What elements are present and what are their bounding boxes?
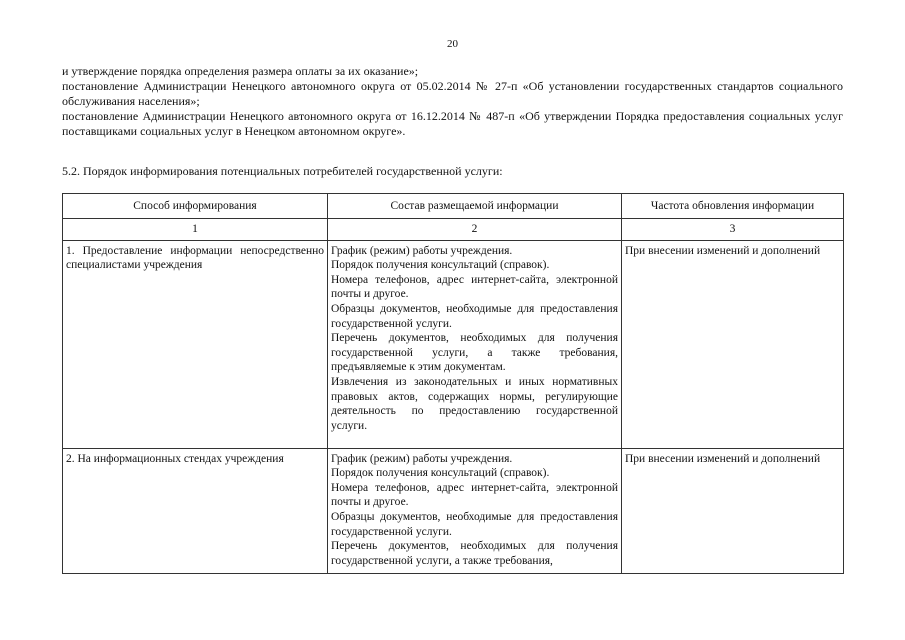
frequency-cell: При внесении изменений и дополнений: [622, 448, 844, 573]
content-item: Номера телефонов, адрес интернет-сайта, электронной почты и другое.: [331, 481, 618, 509]
content-item: График (режим) работы учреждения.: [331, 452, 513, 465]
content-cell: [328, 240, 622, 448]
method-cell: 2. На информационных стендах учреждения: [63, 448, 328, 573]
table-row: [63, 240, 844, 448]
content-item: Порядок получения консультаций (справок).: [331, 259, 550, 272]
column-number-row: [63, 219, 844, 241]
method-cell: 1. Предоставление информации непосредственно специалистами учреждения: [63, 240, 328, 448]
content-cell: [328, 448, 622, 573]
table-row: [63, 448, 844, 573]
frequency-cell: При внесении изменений и дополнений: [622, 240, 844, 448]
column-number: 2: [328, 219, 622, 241]
table-header-row: [63, 194, 844, 219]
header-frequency: Частота обновления информации: [622, 194, 844, 219]
content-item: Образцы документов, необходимые для предоставления государственной услуги.: [331, 510, 618, 538]
header-content: Состав размещаемой информации: [328, 194, 622, 219]
content-item: Перечень документов, необходимых для получения государственной услуги, а также требования,: [331, 540, 618, 567]
intro-line: и утверждение порядка определения размера оплаты за их оказание»;: [62, 64, 419, 78]
content-item: Извлечения из законодательных и иных нормативных правовых актов, содержащих нормы, регулирующие деятельность по предоставлению государственной услуги.: [331, 375, 618, 432]
information-table: [62, 193, 844, 574]
section-heading: 5.2. Порядок информирования потенциальных потребителей государственной услуги:: [62, 164, 503, 178]
page-number: 20: [447, 38, 458, 50]
content-item: Перечень документов, необходимых для получения государственной услуги, а также требования, предъявляемые к этим документам.: [331, 332, 618, 374]
content-item: График (режим) работы учреждения.: [331, 244, 513, 257]
column-number: 3: [622, 219, 844, 241]
intro-line: постановление Администрации Ненецкого автономного округа от 05.02.2014 № 27-п «Об установлении государственных стандартов социального обслуживания населения»;: [62, 79, 843, 108]
intro-line: постановление Администрации Ненецкого автономного округа от 16.12.2014 № 487-п «Об утверждении Порядка предоставления социальных услуг поставщиками социальных услуг в Ненецком автономном округе».: [62, 109, 843, 138]
intro-text: [62, 64, 843, 139]
column-number: 1: [63, 219, 328, 241]
content-item: Образцы документов, необходимые для предоставления государственной услуги.: [331, 302, 618, 330]
header-method: Способ информирования: [63, 194, 328, 219]
content-item: Порядок получения консультаций (справок).: [331, 467, 550, 480]
content-item: Номера телефонов, адрес интернет-сайта, электронной почты и другое.: [331, 273, 618, 301]
